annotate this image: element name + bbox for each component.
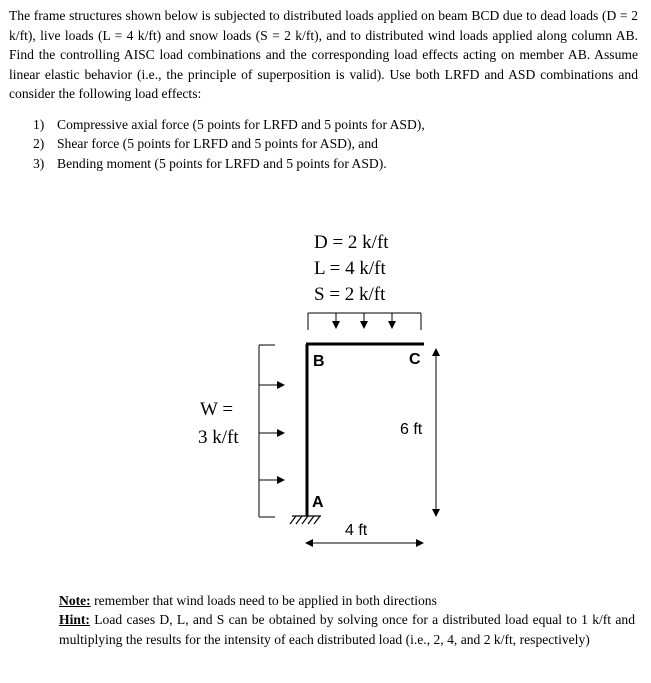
beam-distributed-load xyxy=(308,313,421,330)
live-load-label: L = 4 k/ft xyxy=(314,258,386,279)
list-item-number: 1) xyxy=(33,117,45,132)
dead-load-label: D = 2 k/ft xyxy=(314,232,389,253)
note-text: remember that wind loads need to be applied in both directions xyxy=(94,593,437,608)
notes-section xyxy=(59,591,635,649)
list-item-number: 2) xyxy=(33,136,45,152)
width-dimension-label: 4 ft xyxy=(345,522,368,539)
list-item-text: Compressive axial force (5 points for LRFD and 5 points for ASD), xyxy=(57,117,425,132)
wind-distributed-load xyxy=(259,345,284,517)
note-label: Note: xyxy=(59,593,91,608)
fixed-support xyxy=(290,516,321,524)
snow-load-label: S = 2 k/ft xyxy=(314,284,386,305)
node-c-label: C xyxy=(409,351,421,368)
node-b-label: B xyxy=(313,353,325,370)
hint-line xyxy=(59,610,635,649)
node-a-label: A xyxy=(312,494,324,511)
list-item-number: 3) xyxy=(33,155,45,171)
hint-label: Hint: xyxy=(59,612,90,628)
list-item-text: Shear force (5 points for LRFD and 5 points for ASD), and xyxy=(57,136,378,152)
hint-text: Load cases D, L, and S can be obtained by solving once for a distributed load equal to 1 k/ft and multiplying the results for the intensity of each distributed load (i.e., 2, 4, and 2 k/ft, respectively) xyxy=(59,612,635,647)
wind-load-label-bottom: 3 k/ft xyxy=(198,427,239,448)
note-line xyxy=(59,591,635,610)
height-dimension-label: 6 ft xyxy=(400,421,423,438)
wind-load-label-top: W = xyxy=(200,399,234,420)
list-item-text: Bending moment (5 points for LRFD and 5 points for ASD). xyxy=(57,155,387,171)
problem-statement: The frame structures shown below is subjected to distributed loads applied on beam BCD due to dead loads (D = 2 k/ft), live loads (L = 4 k/ft) and snow loads (S = 2 k/ft), and to distributed wind loads applied along column AB. Find the controlling AISC load combinations and the corresponding load effects acting on member AB. Assume linear elastic behavior (i.e., the principle of superposition is valid). Use both LRFD and ASD combinations and consider the following load effects: xyxy=(9,8,638,102)
